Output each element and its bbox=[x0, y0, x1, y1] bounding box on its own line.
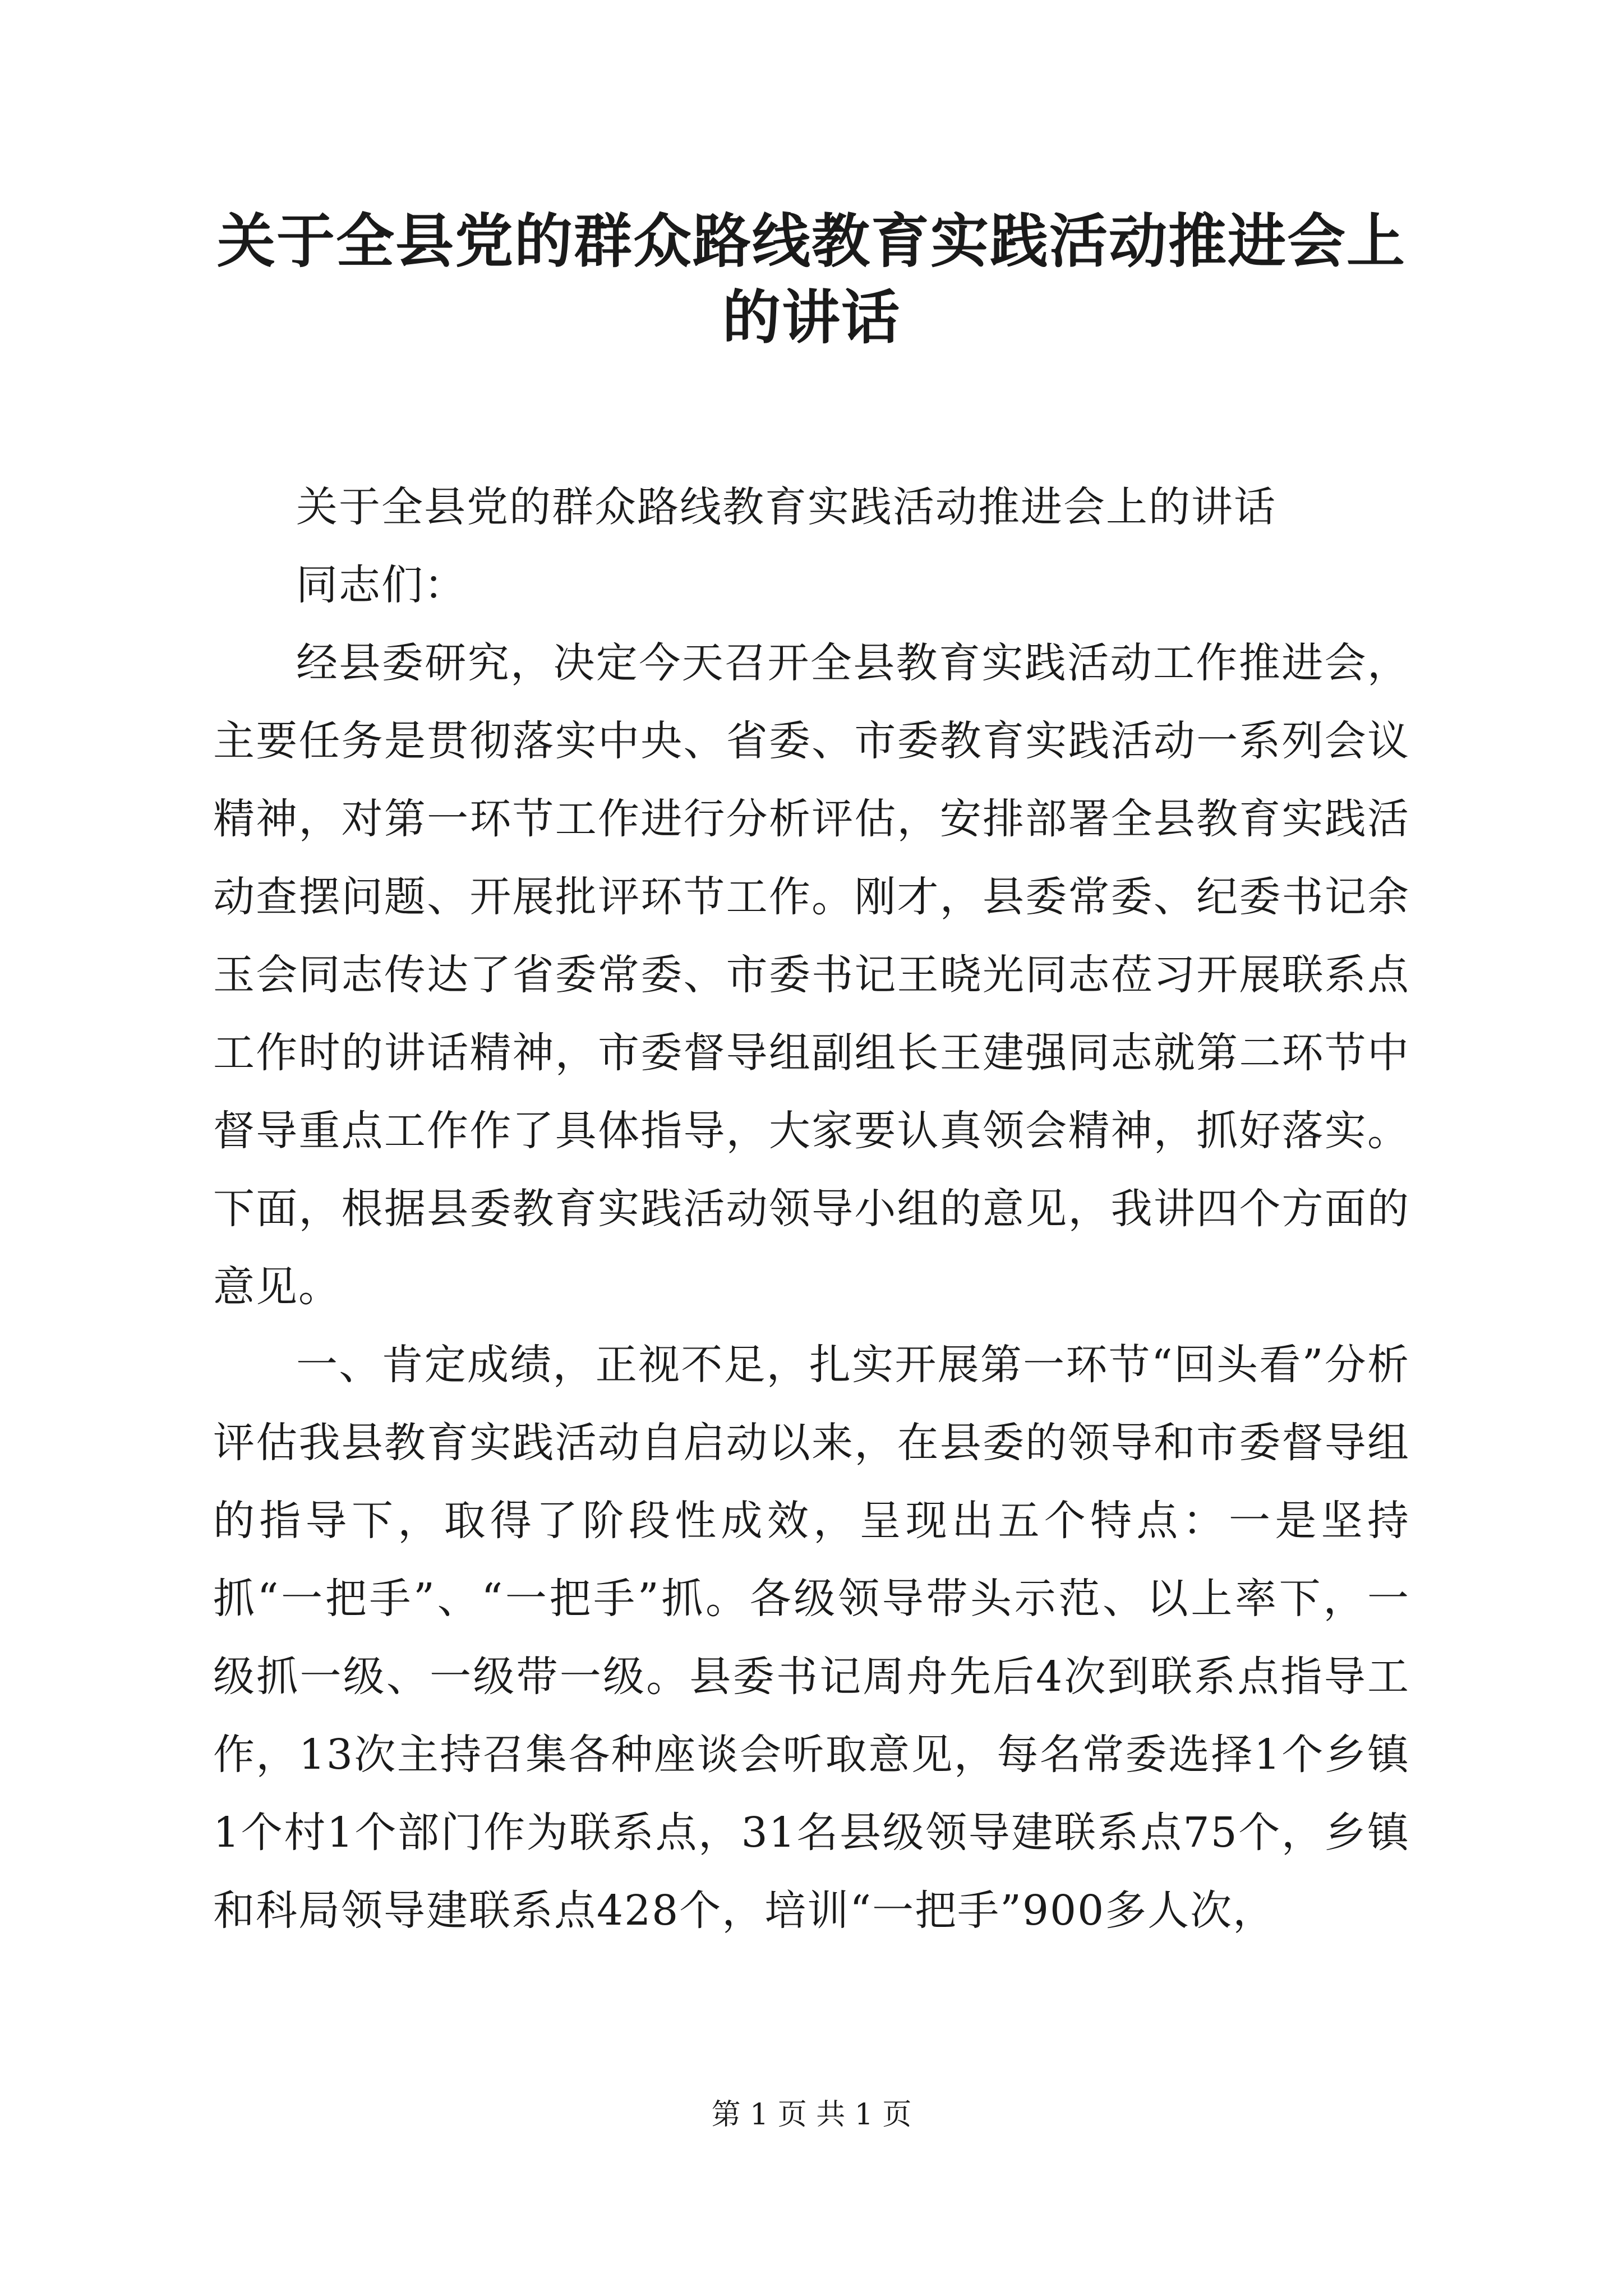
page-number-footer: 第 1 页 共 1 页 bbox=[711, 2098, 912, 2132]
document-title: 关于全县党的群众路线教育实践活动推进会上的讲话 bbox=[216, 206, 1406, 352]
paragraph-subtitle: 关于全县党的群众路线教育实践活动推进会上的讲话 bbox=[296, 483, 1276, 531]
paragraph-salutation: 同志们： bbox=[296, 561, 467, 609]
paragraph-introduction: 经县委研究，决定今天召开全县教育实践活动工作推进会，主要任务是贯彻落实中央、省委、市委教育实践活动一系列会议精神，对第一环节工作进行分析评估，安排部署全县教育实践活动查摆问题、开展批评环节工作。刚才，县委常委、纪委书记余玉会同志传达了省委常委、市委书记王晓光同志莅习开展联系点工作时的讲话精神，市委督导组副组长王建强同志就第二环节中督导重点工作作了具体指导，大家要认真领会精神，抓好落实。下面，根据县委教育实践活动领导小组的意见，我讲四个方面的意见。 bbox=[213, 639, 1410, 1311]
paragraph-section-one: 一、肯定成绩，正视不足，扎实开展第一环节“回头看”分析评估我县教育实践活动自启动以来，在县委的领导和市委督导组的指导下，取得了阶段性成效，呈现出五个特点：一是坚持抓“一把手”、“一把手”抓。各级领导带头示范、以上率下，一级抓一级、一级带一级。县委书记周舟先后4次到联系点指导工作，13次主持召集各种座谈会听取意见，每名常委选择1个乡镇1个村1个部门作为联系点，31名县级领导建联系点75个，乡镇和科局领导建联系点428个，培训“一把手”900多人次， bbox=[213, 1341, 1410, 1935]
document-body bbox=[213, 468, 1410, 1950]
